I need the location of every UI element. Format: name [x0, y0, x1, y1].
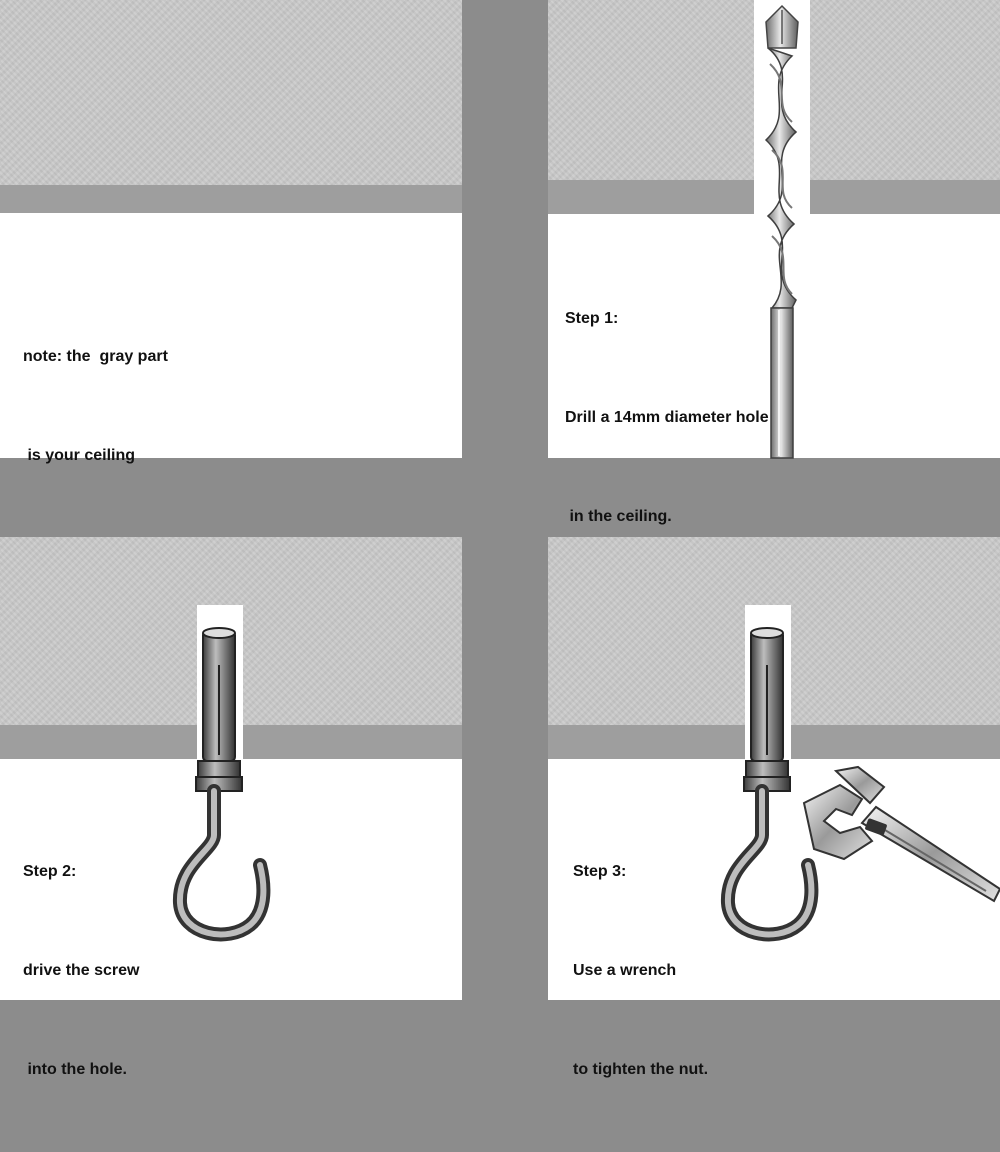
step-1-line-3: in the ceiling.: [565, 508, 672, 525]
step-2-line-2: drive the screw: [23, 962, 140, 979]
step-2-line-3: into the hole.: [23, 1061, 127, 1078]
hook-bolt-icon: [168, 625, 278, 955]
ceiling: [0, 0, 462, 185]
step-1-line-2: Drill a 14mm diameter hole: [565, 409, 769, 426]
step-2-caption: [23, 789, 140, 1152]
panel-step-2: [0, 537, 462, 1078]
step-3-line-3: to tighten the nut.: [573, 1061, 709, 1078]
step-1-title: Step 1:: [565, 310, 619, 327]
note-line-2: is your ceiling: [23, 447, 136, 464]
step-3-caption: [573, 789, 708, 1152]
drill-bit-icon: [752, 4, 812, 458]
panel-note: [0, 0, 462, 464]
step-2-title: Step 2:: [23, 863, 77, 880]
note-caption: [23, 274, 168, 538]
panel-step-1: [548, 0, 1000, 525]
ceiling-edge: [0, 185, 462, 213]
step-3-title: Step 3:: [573, 863, 627, 880]
wrench-icon: [800, 763, 1000, 903]
panel-step-3: [548, 537, 1000, 1078]
step-3-line-2: Use a wrench: [573, 962, 677, 979]
note-line-1: note: the gray part: [23, 348, 168, 365]
